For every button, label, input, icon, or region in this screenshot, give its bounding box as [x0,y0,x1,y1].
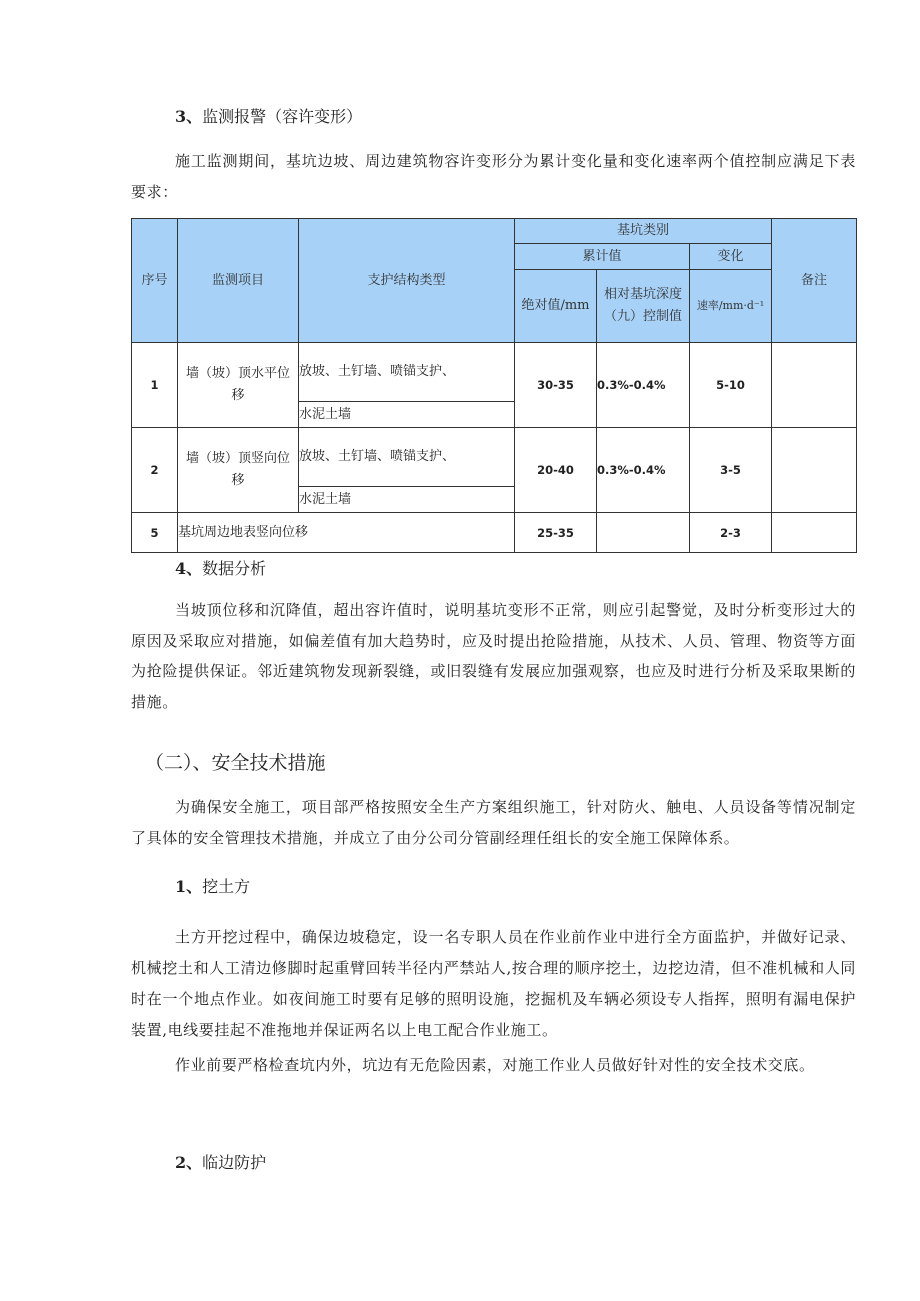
cell-absolute: 25-35 [515,513,597,553]
table-row [132,343,857,402]
cell-structure: 放坡、土钉墙、喷锚支护、 [299,343,515,402]
header-cumulative: 累计值 [515,244,690,270]
intro-paragraph: 施工监测期间，基坑边坡、周边建筑物容许变形分为累计变化量和变化速率两个值控制应满足下表要求： [131,152,856,201]
cell-seq: 5 [132,513,178,553]
cell-note [772,428,857,513]
cell-item: 墙（坡）顶竖向位移 [178,428,299,513]
excavation-paragraph: 土方开挖过程中，确保边坡稳定，设一名专职人员在作业前作业中进行全方面监护，并做好记录、机械挖土和人工清边修脚时起重臂回转半径内严禁站人,按合理的顺序挖土，边挖边清，但不准机械和人同时在一个地点作业。如夜间施工时要有足够的照明设施，挖掘机及车辆必须设专人指挥，照明有漏电保护装置,电线要挂起不准拖地并保证两名以上电工配合作业施工。 [131,928,856,1039]
cell-structure: 放坡、土钉墙、喷锚支护、 [299,428,515,487]
section-4-title: 数据分析 [202,559,267,578]
cell-rate: 3-5 [690,428,772,513]
cell-structure: 水泥土墙 [299,487,515,513]
header-seq: 序号 [132,219,178,343]
header-relative: 相对基坑深度（九）控制值 [597,270,690,343]
cell-absolute: 20-40 [515,428,597,513]
cell-note [772,343,857,428]
inspection-paragraph: 作业前要严格检查坑内外，坑边有无危险因素，对施工作业人员做好针对性的安全技术交底。 [175,1056,815,1074]
cell-relative [597,513,690,553]
header-rate: 速率/mm·d⁻¹ [690,270,772,343]
subsection-1-number: 1、 [175,877,203,896]
section-3-heading [175,104,362,127]
safety-measures-heading: （二）、安全技术措施 [145,752,326,774]
cell-item: 基坑周边地表竖向位移 [178,513,515,553]
header-item: 监测项目 [178,219,299,343]
cell-seq: 1 [132,343,178,428]
header-note: 备注 [772,219,857,343]
header-change: 变化 [690,244,772,270]
table-row [132,513,857,553]
safety-intro-paragraph: 为确保安全施工，项目部严格按照安全生产方案组织施工，针对防火、触电、人员设备等情况制定了具体的安全管理技术措施，并成立了由分公司分管副经理任组长的安全施工保障体系。 [131,798,856,847]
cell-rate: 2-3 [690,513,772,553]
cell-relative: 0.3%-0.4% [597,428,690,513]
cell-rate: 5-10 [690,343,772,428]
cell-relative: 0.3%-0.4% [597,343,690,428]
subsection-1-title: 挖土方 [202,877,251,896]
cell-seq: 2 [132,428,178,513]
table-header-row [132,219,857,244]
cell-note [772,513,857,553]
subsection-2-number: 2、 [175,1153,203,1172]
subsection-2-title: 临边防护 [202,1153,267,1172]
section-3-title: 监测报警（容许变形） [202,107,363,126]
monitoring-table [131,218,857,553]
header-category: 基坑类别 [515,219,772,244]
section-4-number: 4、 [175,559,203,578]
subsection-2-heading [175,1150,266,1173]
header-absolute: 绝对值/mm [515,270,597,343]
cell-structure: 水泥土墙 [299,402,515,428]
cell-absolute: 30-35 [515,343,597,428]
cell-item: 墙（坡）顶水平位移 [178,343,299,428]
section-3-number: 3、 [175,107,203,126]
table-row [132,428,857,487]
header-structure: 支护结构类型 [299,219,515,343]
analysis-paragraph: 当坡顶位移和沉降值，超出容许值时，说明基坑变形不正常，则应引起警觉，及时分析变形过大的原因及采取应对措施，如偏差值有加大趋势时，应及时提出抢险措施，从技术、人员、管理、物资等方面为抢险提供保证。邻近建筑物发现新裂缝，或旧裂缝有发展应加强观察，也应及时进行分析及采取果断的措施。 [131,601,856,711]
section-4-heading [175,556,266,579]
subsection-1-heading [175,874,250,897]
